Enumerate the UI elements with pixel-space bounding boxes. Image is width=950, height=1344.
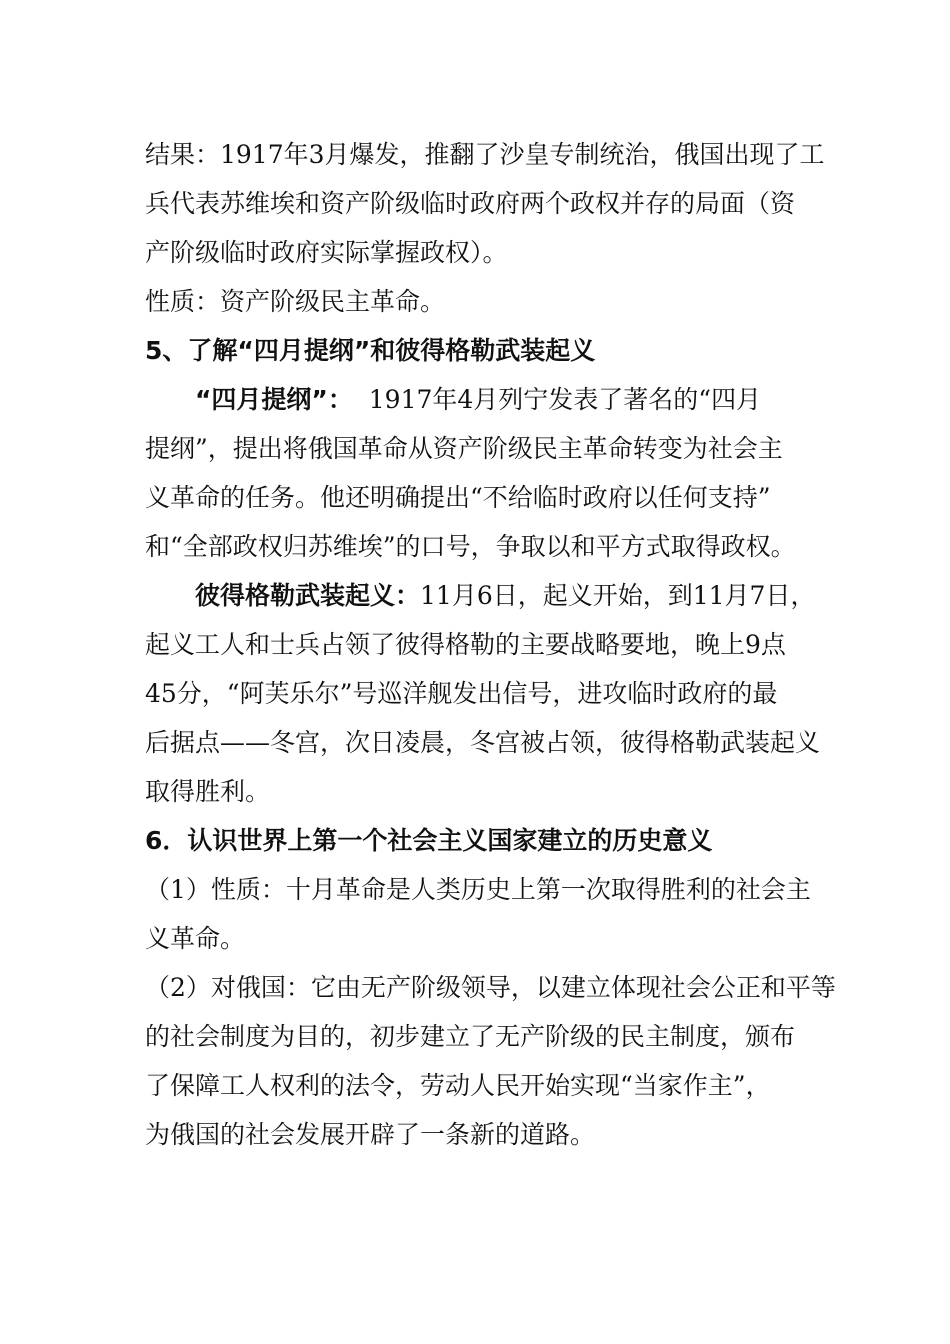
paragraph-line: 的社会制度为目的，初步建立了无产阶级的民主制度，颁布: [145, 1022, 796, 1051]
paragraph-line: 后据点——冬宫，次日凌晨，冬宫被占领，彼得格勒武装起义: [145, 728, 821, 757]
term-label: 彼得格勒武装起义：: [195, 581, 421, 610]
paragraph-line: （2）对俄国：它由无产阶级领导，以建立体现社会公正和平等: [145, 973, 836, 1002]
paragraph-line: 为俄国的社会发展开辟了一条新的道路。: [145, 1120, 596, 1149]
section-heading-6: 6．认识世界上第一个社会主义国家建立的历史意义: [145, 826, 713, 855]
paragraph-line: [145, 571, 835, 620]
paragraph-line: （1）性质：十月革命是人类历史上第一次取得胜利的社会主: [145, 875, 811, 904]
paragraph-text: 1917年4月列宁发表了著名的“四月: [352, 385, 762, 414]
paragraph-line: 结果：1917年3月爆发，推翻了沙皇专制统治，俄国出现了工: [145, 140, 825, 169]
paragraph-line: [145, 375, 835, 424]
paragraph-line: 产阶级临时政府实际掌握政权）。: [145, 238, 508, 267]
paragraph-line: 兵代表苏维埃和资产阶级临时政府两个政权并存的局面（资: [145, 189, 796, 218]
term-label: “四月提纲”：: [195, 385, 353, 414]
paragraph-line: 性质：资产阶级民主革命。: [145, 287, 446, 316]
paragraph-line: 了保障工人权利的法令，劳动人民开始实现“当家作主”，: [145, 1071, 771, 1100]
section-heading-5: 5、了解“四月提纲”和彼得格勒武装起义: [145, 336, 596, 365]
paragraph-text: 11月6日，起义开始，到11月7日，: [420, 581, 816, 610]
paragraph-line: 和“全部政权归苏维埃”的口号，争取以和平方式取得政权。: [145, 532, 796, 561]
paragraph-line: 取得胜利。: [145, 777, 271, 806]
document-page: [145, 130, 835, 1159]
paragraph-line: 提纲”，提出将俄国革命从资产阶级民主革命转变为社会主: [145, 434, 783, 463]
paragraph-line: 起义工人和士兵占领了彼得格勒的主要战略要地，晚上9点: [145, 630, 786, 659]
paragraph-line: 45分，“阿芙乐尔”号巡洋舰发出信号，进攻临时政府的最: [145, 679, 778, 708]
paragraph-line: 义革命的任务。他还明确提出“不给临时政府以任何支持”: [145, 483, 771, 512]
paragraph-line: 义革命。: [145, 924, 246, 953]
